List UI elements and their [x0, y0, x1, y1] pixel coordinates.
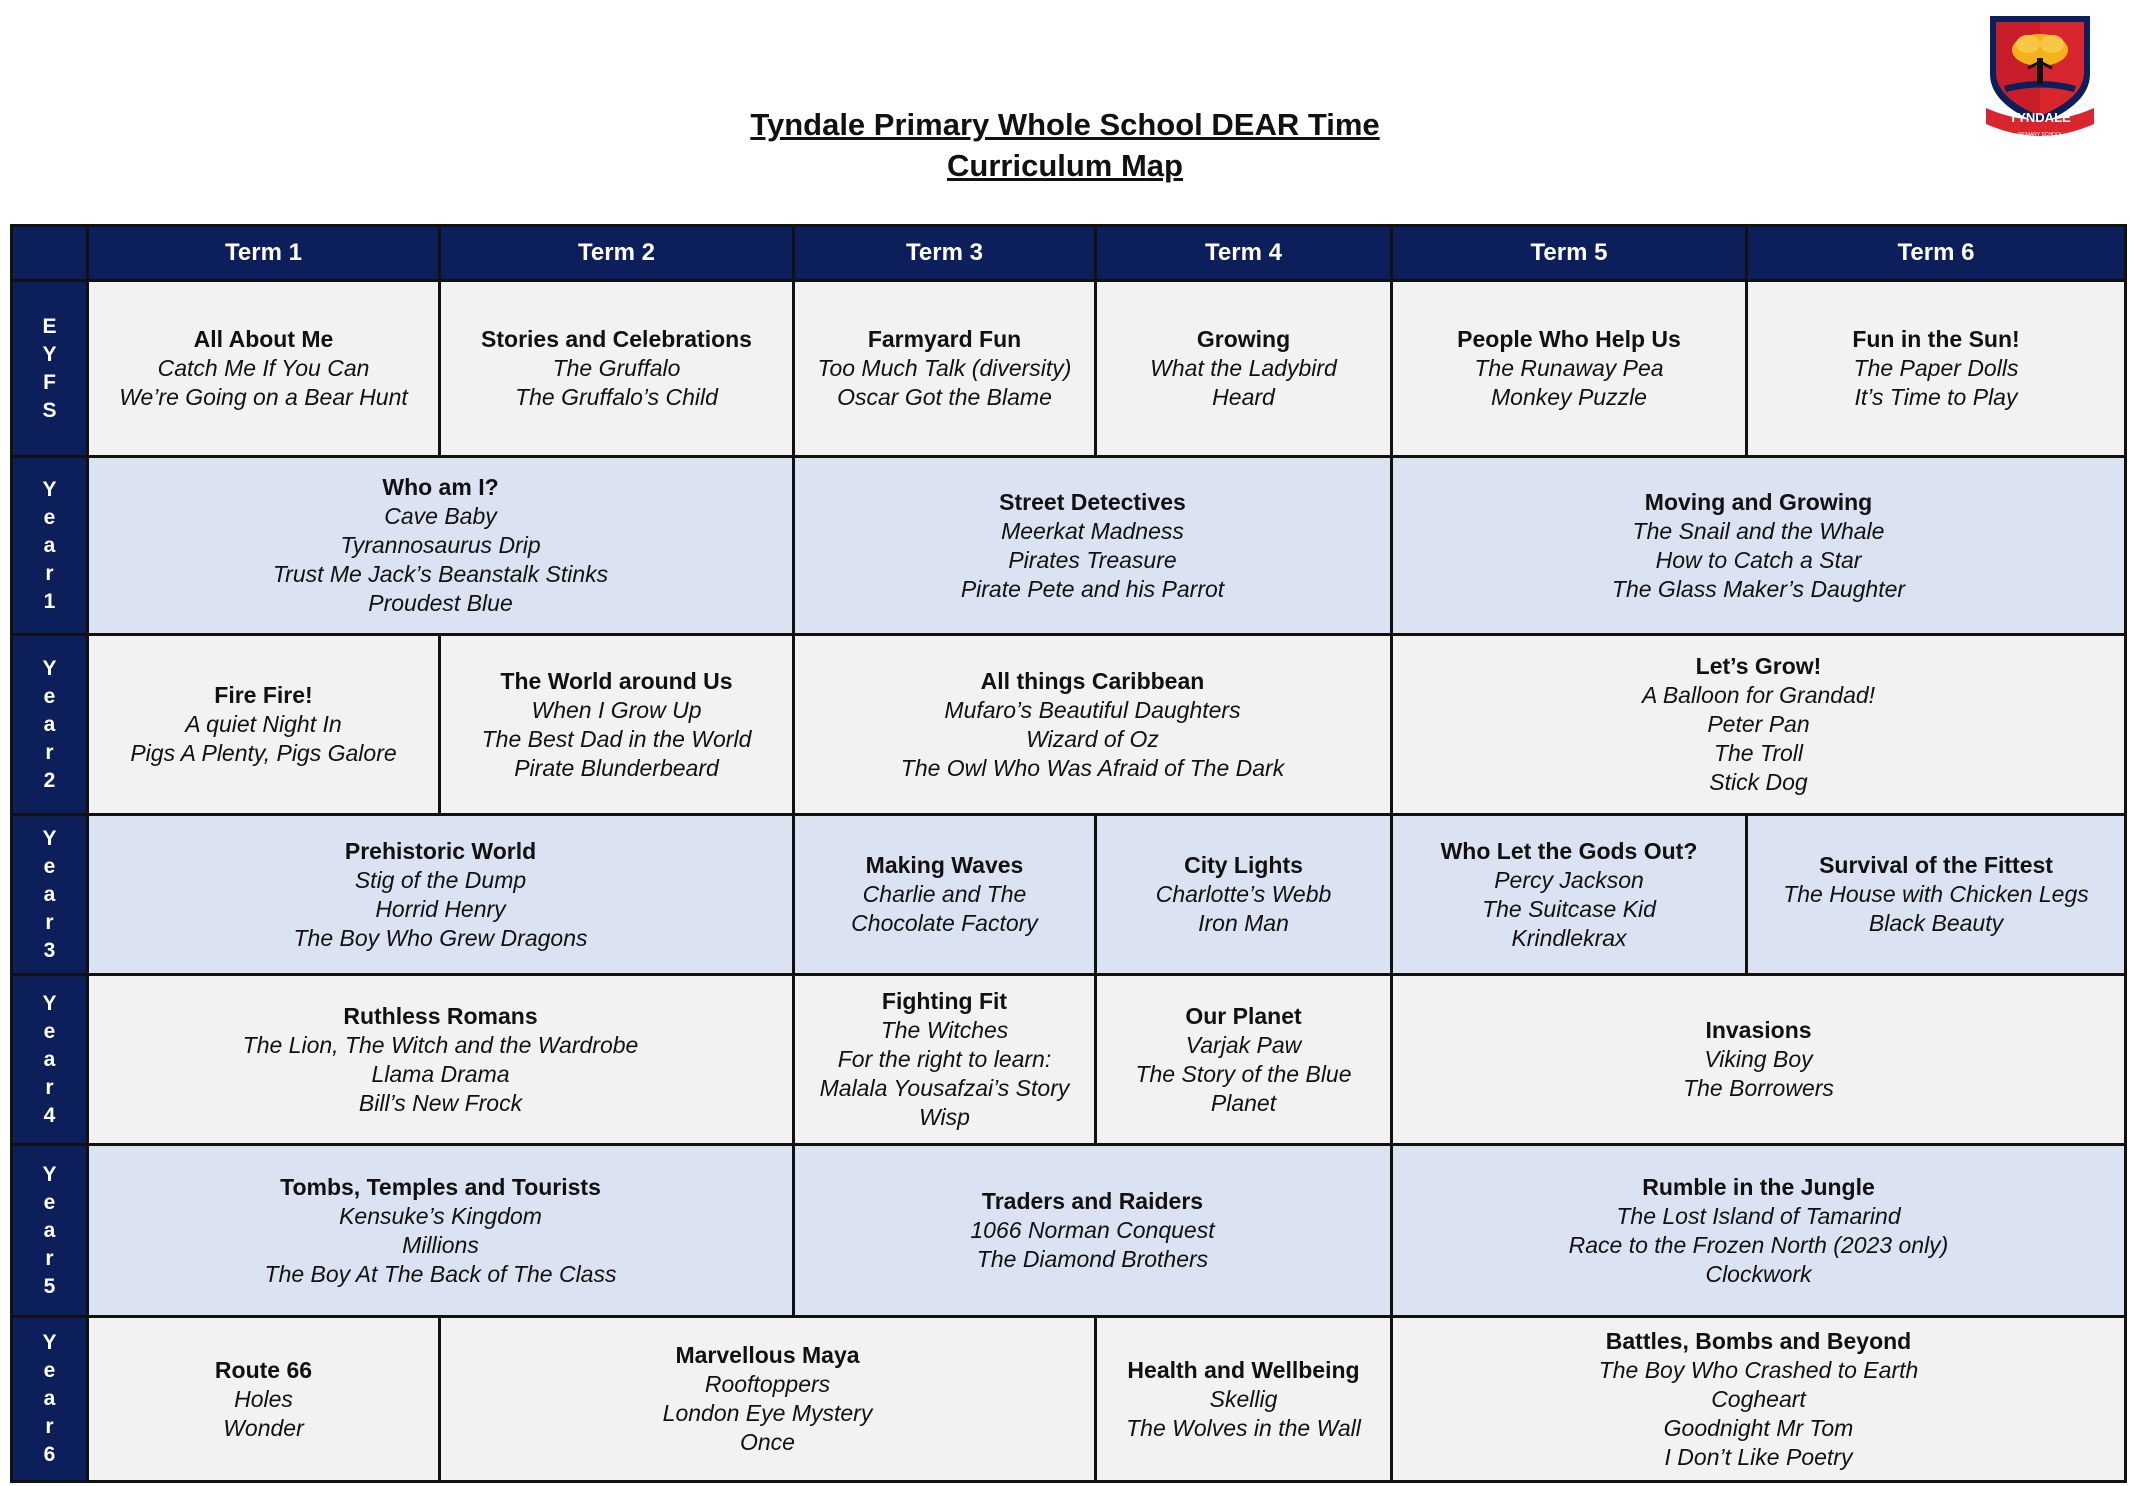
topic-title: Health and Wellbeing: [1127, 1356, 1360, 1383]
topic-title: Fire Fire!: [214, 682, 313, 708]
topic-title: Ruthless Romans: [343, 1002, 538, 1029]
book-title: The House with Chicken Legs: [1783, 881, 2089, 907]
curriculum-table: [10, 224, 2127, 1483]
term-header: Term 4: [1096, 226, 1392, 281]
year-label-char: r: [45, 1246, 54, 1270]
year-label-char: Y: [42, 826, 57, 850]
year-label-char: r: [45, 910, 54, 934]
year-label-char: a: [43, 712, 56, 736]
book-title: Stig of the Dump: [354, 866, 527, 893]
topic-title: Stories and Celebrations: [481, 326, 752, 352]
book-title: Planet: [1210, 1089, 1277, 1116]
book-title: The Wolves in the Wall: [1126, 1414, 1361, 1441]
book-title: Goodnight Mr Tom: [1663, 1414, 1854, 1441]
book-title: 1066 Norman Conquest: [970, 1217, 1215, 1243]
year-row: [12, 281, 2126, 457]
topic-title: Prehistoric World: [344, 837, 537, 864]
book-title: The Runaway Pea: [1474, 355, 1664, 381]
year-label-char: 6: [43, 1443, 56, 1466]
topic-cell: [1392, 815, 1747, 975]
book-title: When I Grow Up: [531, 696, 702, 723]
topic-cell: [1392, 975, 2126, 1145]
book-title: Bill’s New Frock: [358, 1089, 523, 1116]
year-label-char: a: [43, 1387, 56, 1410]
year-label: [12, 975, 88, 1145]
book-title: Oscar Got the Blame: [837, 384, 1052, 410]
topic-cell: [1392, 635, 2126, 815]
book-title: Pirate Pete and his Parrot: [960, 575, 1225, 602]
topic-title: Our Planet: [1185, 1002, 1302, 1029]
book-title: Percy Jackson: [1494, 866, 1644, 893]
year-label-char: a: [43, 882, 56, 906]
topic-title: Battles, Bombs and Beyond: [1605, 1327, 1912, 1354]
topic-cell: [440, 1317, 1096, 1482]
topic-title: Tombs, Temples and Tourists: [280, 1173, 601, 1200]
book-title: Malala Yousafzai’s Story: [819, 1075, 1070, 1101]
year-row: [12, 975, 2126, 1145]
year-label-char: 1: [43, 589, 56, 613]
book-title: The Snail and the Whale: [1632, 517, 1885, 544]
term-header: Term 2: [440, 226, 794, 281]
book-title: Charlotte’s Webb: [1155, 881, 1332, 907]
topic-cell: [1096, 975, 1392, 1145]
topic-title: Growing: [1196, 326, 1291, 352]
topic-cell: [88, 1145, 794, 1317]
topic-cell: [1392, 281, 1747, 457]
year-label-char: Y: [42, 991, 57, 1015]
year-label-char: 3: [43, 938, 56, 962]
school-logo: [1984, 12, 2096, 148]
topic-title: Fun in the Sun!: [1852, 326, 2020, 352]
topic-cell: [88, 281, 440, 457]
topic-title: Rumble in the Jungle: [1642, 1173, 1875, 1200]
book-title: The Lion, The Witch and the Wardrobe: [242, 1031, 639, 1058]
book-title: Charlie and The: [862, 881, 1027, 907]
book-title: The Owl Who Was Afraid of The Dark: [900, 754, 1285, 781]
topic-cell: [1747, 815, 2126, 975]
topic-cell: [1392, 457, 2126, 635]
term-header: Term 5: [1392, 226, 1747, 281]
book-title: Clockwork: [1705, 1260, 1812, 1287]
year-label-char: r: [45, 561, 54, 585]
book-title: Holes: [234, 1385, 293, 1412]
book-title: The Glass Maker’s Daughter: [1611, 575, 1906, 602]
topic-cell: [88, 457, 794, 635]
book-title: A quiet Night In: [185, 711, 342, 737]
book-title: Krindlekrax: [1511, 924, 1627, 951]
book-title: The Best Dad in the World: [481, 725, 752, 752]
year-label-char: Y: [42, 1331, 57, 1354]
year-label-char: E: [42, 314, 57, 338]
year-label-char: e: [43, 1359, 56, 1382]
topic-cell: [440, 635, 794, 815]
year-row: [12, 815, 2126, 975]
book-title: Race to the Frozen North (2023 only): [1568, 1231, 1949, 1258]
year-label: [12, 1145, 88, 1317]
title-line-1: Tyndale Primary Whole School DEAR Time: [750, 107, 1380, 142]
book-title: I Don’t Like Poetry: [1664, 1443, 1853, 1470]
topic-cell: [1096, 1317, 1392, 1482]
year-label-char: r: [45, 740, 54, 764]
year-row: [12, 1317, 2126, 1482]
book-title: Kensuke’s Kingdom: [339, 1202, 542, 1229]
topic-title: Making Waves: [865, 852, 1024, 878]
book-title: Trust Me Jack’s Beanstalk Stinks: [272, 561, 609, 587]
year-label: [12, 815, 88, 975]
book-title: Skellig: [1209, 1385, 1278, 1412]
year-label-char: e: [43, 684, 56, 708]
book-title: Once: [740, 1429, 795, 1455]
topic-cell: [88, 1317, 440, 1482]
book-title: Wizard of Oz: [1026, 725, 1159, 752]
book-title: Chocolate Factory: [851, 910, 1038, 936]
topic-cell: [794, 281, 1096, 457]
year-label-char: Y: [42, 656, 57, 680]
book-title: The Lost Island of Tamarind: [1616, 1202, 1901, 1229]
book-title: Iron Man: [1198, 910, 1289, 936]
topic-cell: [1096, 815, 1392, 975]
year-label: [12, 281, 88, 457]
book-title: London Eye Mystery: [662, 1400, 873, 1426]
topic-title: Farmyard Fun: [867, 326, 1022, 352]
book-title: The Suitcase Kid: [1482, 895, 1656, 922]
book-title: The Boy At The Back of The Class: [264, 1260, 617, 1287]
topic-title: People Who Help Us: [1457, 326, 1681, 352]
book-title: We’re Going on a Bear Hunt: [119, 384, 408, 410]
book-title: Mufaro’s Beautiful Daughters: [944, 696, 1241, 723]
school-crest-icon: [1984, 12, 2096, 148]
year-label-char: Y: [42, 342, 57, 366]
book-title: Stick Dog: [1709, 769, 1808, 795]
book-title: The Diamond Brothers: [976, 1246, 1209, 1272]
book-title: Varjak Paw: [1185, 1031, 1302, 1058]
book-title: The Boy Who Grew Dragons: [293, 924, 588, 951]
book-title: Proudest Blue: [368, 590, 513, 616]
year-label-char: Y: [42, 477, 57, 501]
year-label-char: 2: [43, 768, 56, 792]
book-title: Tyrannosaurus Drip: [340, 532, 541, 558]
topic-cell: [794, 815, 1096, 975]
book-title: It’s Time to Play: [1854, 384, 2018, 410]
year-label-char: e: [43, 505, 56, 529]
book-title: Pirate Blunderbeard: [514, 754, 719, 781]
topic-cell: [1747, 281, 2126, 457]
book-title: Pigs A Plenty, Pigs Galore: [130, 740, 397, 766]
book-title: Black Beauty: [1868, 910, 2004, 936]
topic-title: Invasions: [1705, 1017, 1812, 1043]
year-row: [12, 635, 2126, 815]
term-header: Term 3: [794, 226, 1096, 281]
book-title: How to Catch a Star: [1655, 546, 1862, 573]
corner-cell: [12, 226, 88, 281]
topic-title: Route 66: [214, 1356, 313, 1383]
topic-title: All About Me: [193, 326, 334, 352]
year-label: [12, 635, 88, 815]
title-line-2: Curriculum Map: [947, 148, 1183, 183]
book-title: Peter Pan: [1707, 711, 1810, 737]
year-label-char: Y: [42, 1162, 57, 1186]
year-label-char: 4: [43, 1103, 56, 1127]
topic-cell: [88, 635, 440, 815]
topic-cell: [88, 975, 794, 1145]
year-label-char: a: [43, 1047, 56, 1071]
term-header: Term 6: [1747, 226, 2126, 281]
topic-cell: [794, 975, 1096, 1145]
year-label: [12, 457, 88, 635]
year-label-char: r: [45, 1415, 54, 1438]
book-title: Too Much Talk (diversity): [817, 355, 1072, 381]
year-label: [12, 1317, 88, 1482]
page-title: [0, 104, 2130, 186]
year-label-char: e: [43, 1190, 56, 1214]
book-title: Wisp: [919, 1104, 970, 1130]
book-title: What the Ladybird: [1150, 355, 1337, 381]
book-title: The Boy Who Crashed to Earth: [1598, 1356, 1919, 1383]
topic-title: City Lights: [1184, 852, 1303, 878]
book-title: Rooftoppers: [704, 1371, 831, 1397]
topic-title: Fighting Fit: [881, 988, 1008, 1014]
book-title: The Story of the Blue: [1135, 1060, 1352, 1087]
term-header-row: [12, 226, 2126, 281]
book-title: For the right to learn:: [837, 1046, 1052, 1072]
topic-title: Let’s Grow!: [1695, 653, 1822, 679]
topic-title: Survival of the Fittest: [1819, 852, 2053, 878]
book-title: The Troll: [1713, 740, 1804, 766]
topic-title: Traders and Raiders: [981, 1188, 1204, 1214]
topic-cell: [794, 457, 1392, 635]
book-title: The Borrowers: [1683, 1075, 1834, 1101]
topic-cell: [1096, 281, 1392, 457]
book-title: The Gruffalo’s Child: [515, 384, 718, 410]
topic-cell: [1392, 1145, 2126, 1317]
book-title: Pirates Treasure: [1008, 546, 1177, 573]
year-label-char: a: [43, 533, 56, 557]
book-title: Horrid Henry: [375, 895, 506, 922]
logo-subtitle-text: PRIMARY SCHOOL: [2017, 132, 2063, 138]
year-row: [12, 457, 2126, 635]
topic-title: Street Detectives: [999, 488, 1186, 515]
year-label-char: a: [43, 1218, 56, 1242]
topic-cell: [794, 1145, 1392, 1317]
topic-cell: [440, 281, 794, 457]
topic-cell: [88, 815, 794, 975]
term-header: Term 1: [88, 226, 440, 281]
logo-name-text: TYNDALE: [2009, 110, 2071, 125]
book-title: Llama Drama: [371, 1060, 510, 1087]
topic-cell: [794, 635, 1392, 815]
book-title: The Paper Dolls: [1853, 355, 2019, 381]
book-title: Wonder: [223, 1414, 304, 1441]
book-title: The Gruffalo: [552, 355, 681, 381]
topic-title: Who Let the Gods Out?: [1440, 837, 1698, 864]
topic-title: The World around Us: [500, 667, 733, 694]
topic-title: Marvellous Maya: [675, 1342, 860, 1368]
year-label-char: e: [43, 1019, 56, 1043]
topic-title: Moving and Growing: [1644, 488, 1873, 515]
book-title: Monkey Puzzle: [1491, 384, 1647, 410]
year-label-char: S: [42, 398, 57, 422]
book-title: Meerkat Madness: [1001, 517, 1184, 544]
year-label-char: 5: [43, 1274, 56, 1298]
year-label-char: F: [43, 370, 56, 394]
year-row: [12, 1145, 2126, 1317]
topic-title: Who am I?: [382, 474, 499, 500]
book-title: A Balloon for Grandad!: [1641, 682, 1876, 708]
book-title: Cave Baby: [384, 503, 497, 529]
book-title: Catch Me If You Can: [157, 355, 370, 381]
book-title: Millions: [402, 1231, 479, 1258]
book-title: Heard: [1212, 384, 1275, 410]
year-label-char: r: [45, 1075, 54, 1099]
year-label-char: e: [43, 854, 56, 878]
book-title: The Witches: [880, 1017, 1009, 1043]
topic-title: All things Caribbean: [980, 667, 1205, 694]
book-title: Cogheart: [1711, 1385, 1806, 1412]
book-title: Viking Boy: [1704, 1046, 1813, 1072]
topic-cell: [1392, 1317, 2126, 1482]
